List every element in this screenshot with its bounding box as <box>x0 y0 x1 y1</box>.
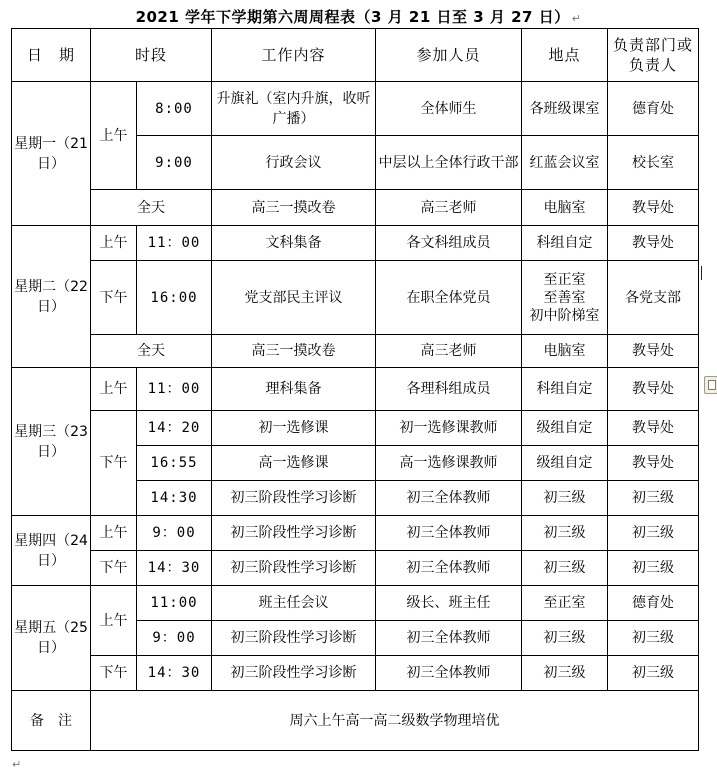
place-cell: 电脑室 <box>522 335 608 368</box>
time-cell: 14：30 <box>137 656 212 691</box>
half-day-cell: 下午 <box>91 656 137 691</box>
header-owner: 负责部门或负责人 <box>608 29 699 82</box>
owner-cell: 各党支部 <box>608 261 699 335</box>
day-cell: 星期三（23 日） <box>12 368 91 516</box>
notes-row <box>12 691 699 751</box>
place-cell: 初三级 <box>522 516 608 551</box>
time-cell: 16:55 <box>137 446 212 481</box>
place-cell: 级组自定 <box>522 446 608 481</box>
table-row <box>12 411 699 446</box>
half-day-cell: 上午 <box>91 586 137 656</box>
place-cell: 初三级 <box>522 621 608 656</box>
time-cell: 11:00 <box>137 586 212 621</box>
people-cell: 初三全体教师 <box>376 656 522 691</box>
table-row <box>12 586 699 621</box>
half-day-cell: 下午 <box>91 261 137 335</box>
day-cell: 星期一（21 日） <box>12 82 91 226</box>
people-cell: 级长、班主任 <box>376 586 522 621</box>
time-cell: 14：30 <box>137 551 212 586</box>
work-cell: 初三阶段性学习诊断 <box>212 551 376 586</box>
table-row <box>12 656 699 691</box>
work-cell: 文科集备 <box>212 226 376 261</box>
time-cell: 14：20 <box>137 411 212 446</box>
schedule-table <box>11 28 699 751</box>
owner-cell: 教导处 <box>608 335 699 368</box>
time-cell: 11：00 <box>137 368 212 411</box>
people-cell: 各文科组成员 <box>376 226 522 261</box>
table-row <box>12 261 699 335</box>
table-row <box>12 82 699 136</box>
people-cell: 高三老师 <box>376 190 522 226</box>
owner-cell: 教导处 <box>608 411 699 446</box>
work-cell: 党支部民主评议 <box>212 261 376 335</box>
work-cell: 初三阶段性学习诊断 <box>212 481 376 516</box>
people-cell: 初三全体教师 <box>376 516 522 551</box>
place-cell: 级组自定 <box>522 411 608 446</box>
header-date: 日 期 <box>12 29 91 82</box>
paragraph-mark-icon: ↵ <box>12 758 22 771</box>
header-row <box>12 29 699 82</box>
owner-cell: 教导处 <box>608 190 699 226</box>
header-place: 地点 <box>522 29 608 82</box>
owner-cell: 教导处 <box>608 368 699 411</box>
work-cell: 班主任会议 <box>212 586 376 621</box>
place-cell: 科组自定 <box>522 226 608 261</box>
owner-cell: 初三级 <box>608 656 699 691</box>
paste-options-icon[interactable] <box>704 376 717 394</box>
time-cell: 8:00 <box>137 82 212 136</box>
work-cell: 高一选修课 <box>212 446 376 481</box>
day-cell: 星期四（24 日） <box>12 516 91 586</box>
table-row <box>12 190 699 226</box>
people-cell: 初三全体教师 <box>376 621 522 656</box>
work-cell: 高三一摸改卷 <box>212 335 376 368</box>
people-cell: 在职全体党员 <box>376 261 522 335</box>
header-work: 工作内容 <box>212 29 376 82</box>
owner-cell: 德育处 <box>608 586 699 621</box>
half-day-cell: 上午 <box>91 368 137 411</box>
owner-cell: 校长室 <box>608 136 699 190</box>
table-row <box>12 516 699 551</box>
half-day-cell: 上午 <box>91 82 137 190</box>
place-cell: 初三级 <box>522 481 608 516</box>
work-cell: 初三阶段性学习诊断 <box>212 656 376 691</box>
work-cell: 高三一摸改卷 <box>212 190 376 226</box>
people-cell: 初三全体教师 <box>376 551 522 586</box>
work-cell: 初一选修课 <box>212 411 376 446</box>
day-cell: 星期五（25 日） <box>12 586 91 691</box>
half-day-cell: 上午 <box>91 516 137 551</box>
time-cell: 16:00 <box>137 261 212 335</box>
time-cell: 9:00 <box>137 136 212 190</box>
table-row <box>12 335 699 368</box>
header-people: 参加人员 <box>376 29 522 82</box>
work-cell: 升旗礼（室内升旗，收听广播） <box>212 82 376 136</box>
place-cell: 电脑室 <box>522 190 608 226</box>
notes-text: 周六上午高一高二级数学物理培优 <box>91 691 699 751</box>
text-cursor <box>701 266 702 280</box>
owner-cell: 初三级 <box>608 621 699 656</box>
half-day-cell: 下午 <box>91 411 137 516</box>
work-cell: 初三阶段性学习诊断 <box>212 516 376 551</box>
people-cell: 初一选修课教师 <box>376 411 522 446</box>
table-row <box>12 551 699 586</box>
place-cell: 初三级 <box>522 551 608 586</box>
owner-cell: 初三级 <box>608 551 699 586</box>
allday-cell: 全天 <box>91 190 212 226</box>
table-row <box>12 368 699 411</box>
owner-cell: 初三级 <box>608 516 699 551</box>
work-cell: 初三阶段性学习诊断 <box>212 621 376 656</box>
header-period: 时段 <box>91 29 212 82</box>
notes-label: 备 注 <box>12 691 91 751</box>
owner-cell: 初三级 <box>608 481 699 516</box>
time-cell: 9：00 <box>137 621 212 656</box>
people-cell: 高一选修课教师 <box>376 446 522 481</box>
time-cell: 9：00 <box>137 516 212 551</box>
people-cell: 全体师生 <box>376 82 522 136</box>
paragraph-mark-icon: ↵ <box>571 12 582 25</box>
half-day-cell: 上午 <box>91 226 137 261</box>
time-cell: 11：00 <box>137 226 212 261</box>
allday-cell: 全天 <box>91 335 212 368</box>
place-cell: 至正室 <box>522 586 608 621</box>
owner-cell: 教导处 <box>608 446 699 481</box>
place-cell: 各班级课室 <box>522 82 608 136</box>
people-cell: 中层以上全体行政干部 <box>376 136 522 190</box>
people-cell: 初三全体教师 <box>376 481 522 516</box>
title-text: 2021 学年下学期第六周周程表（3 月 21 日至 3 月 27 日） <box>135 8 570 26</box>
time-cell: 14:30 <box>137 481 212 516</box>
table-row <box>12 226 699 261</box>
owner-cell: 德育处 <box>608 82 699 136</box>
owner-cell: 教导处 <box>608 226 699 261</box>
place-cell: 至正室 至善室 初中阶梯室 <box>522 261 608 335</box>
work-cell: 理科集备 <box>212 368 376 411</box>
half-day-cell: 下午 <box>91 551 137 586</box>
place-cell: 红蓝会议室 <box>522 136 608 190</box>
day-cell: 星期二（22 日） <box>12 226 91 368</box>
work-cell: 行政会议 <box>212 136 376 190</box>
page-title <box>0 6 717 27</box>
place-cell: 初三级 <box>522 656 608 691</box>
people-cell: 各理科组成员 <box>376 368 522 411</box>
place-cell: 科组自定 <box>522 368 608 411</box>
people-cell: 高三老师 <box>376 335 522 368</box>
